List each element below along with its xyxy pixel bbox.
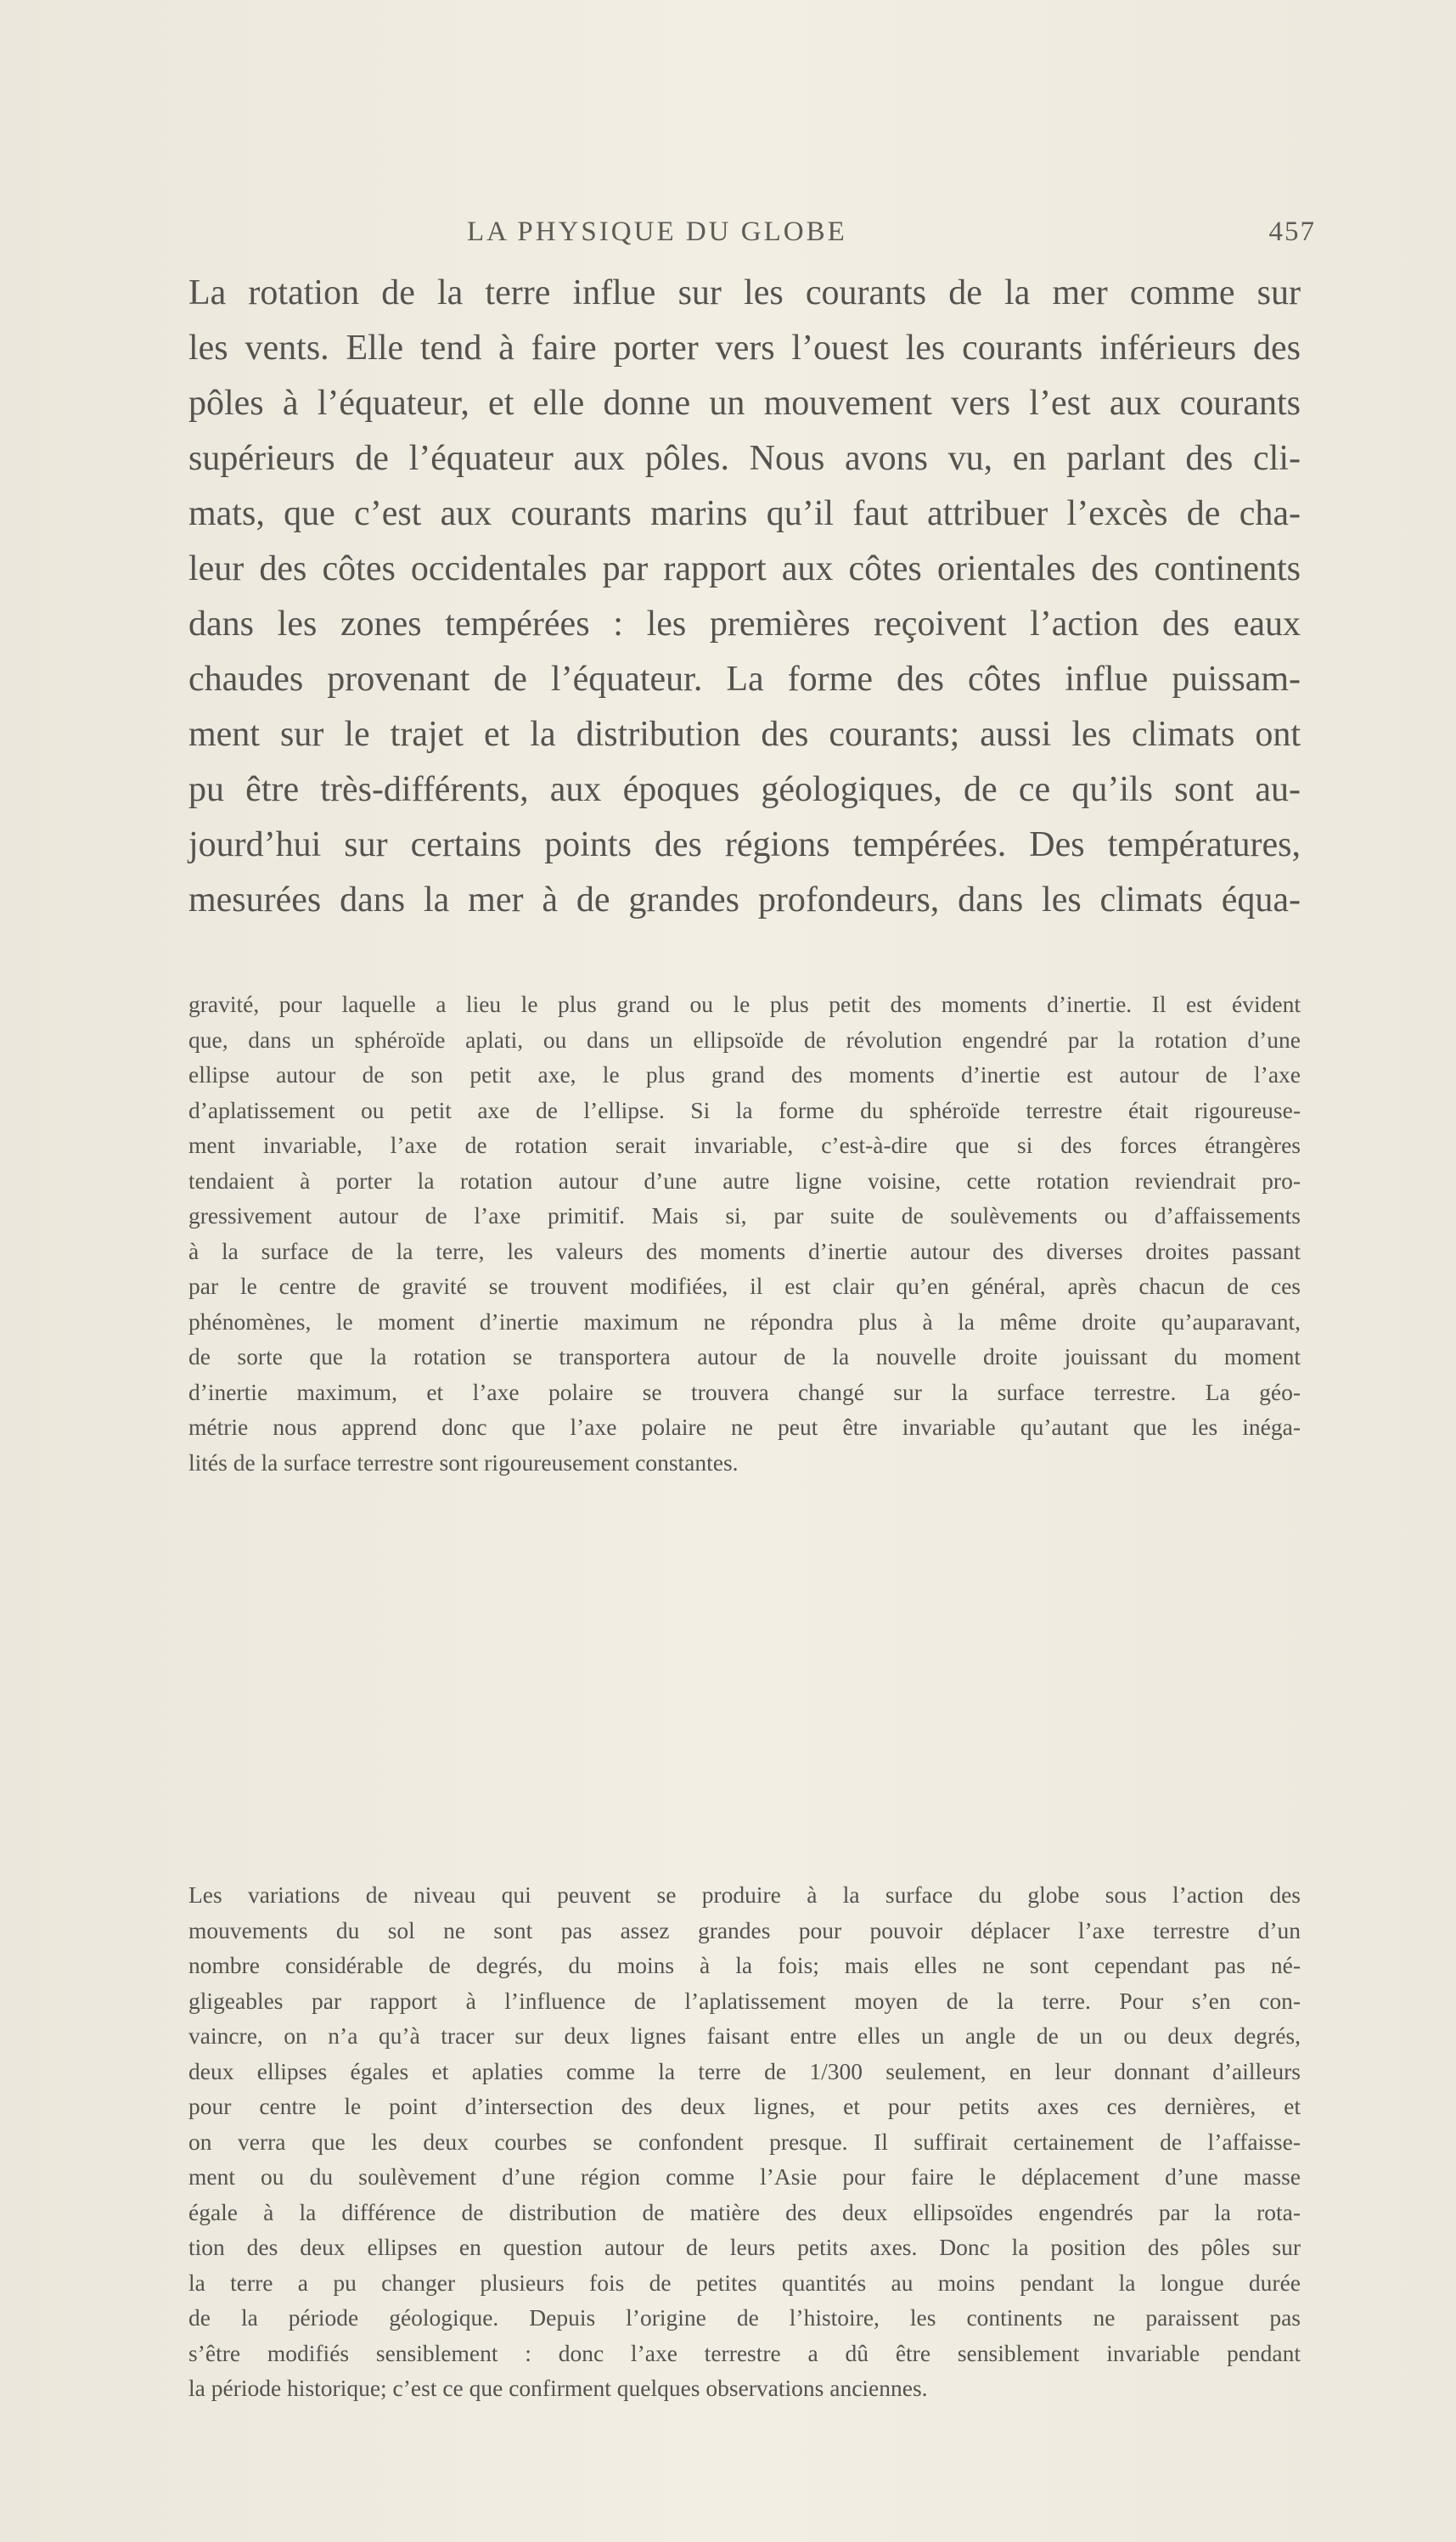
footnote-line: on verra que les deux courbes se confondent presque. Il suffirait certainement de l’affaisse-: [188, 2128, 1301, 2155]
footnote-line: d’aplatissement ou petit axe de l’ellipse. Si la forme du sphéroïde terrestre était rigoureuse-: [188, 1096, 1301, 1123]
footnote-line: mouvements du sol ne sont pas assez grandes pour pouvoir déplacer l’axe terrestre d’un: [188, 1916, 1301, 1943]
page-header: [187, 217, 1316, 250]
main-line: mats, que c’est aux courants marins qu’il faut attribuer l’excès de cha-: [188, 494, 1301, 533]
main-line: pôles à l’équateur, et elle donne un mouvement vers l’est aux courants: [188, 384, 1301, 423]
footnote-line: gravité, pour laquelle a lieu le plus grand ou le plus petit des moments d’inertie. Il est évident: [188, 991, 1301, 1017]
footnote-line: d’inertie maximum, et l’axe polaire se trouvera changé sur la surface terrestre. La géo-: [188, 1378, 1301, 1405]
footnote-line: lités de la surface terrestre sont rigoureusement constantes.: [188, 1448, 739, 1476]
page-number: 457: [1268, 217, 1316, 247]
footnote-line: égale à la différence de distribution de matière des deux ellipsoïdes engendrés par la rota-: [188, 2198, 1301, 2225]
footnote-line: la terre a pu changer plusieurs fois de petites quantités au moins pendant la longue durée: [188, 2269, 1301, 2296]
running-head: LA PHYSIQUE DU GLOBE: [467, 217, 847, 247]
footnote-line: à la surface de la terre, les valeurs des moments d’inertie autour des diverses droites passant: [188, 1237, 1301, 1264]
footnote-paragraph-2: [188, 1877, 1301, 2406]
footnote-line: de la période géologique. Depuis l’origine de l’histoire, les continents ne paraissent pas: [188, 2304, 1301, 2331]
footnote-line: Les variations de niveau qui peuvent se produire à la surface du globe sous l’action des: [188, 1881, 1301, 1908]
main-line: dans les zones tempérées : les premières reçoivent l’action des eaux: [188, 605, 1301, 644]
main-line: pu être très-différents, aux époques géologiques, de ce qu’ils sont au-: [188, 770, 1301, 809]
main-line: chaudes provenant de l’équateur. La forme des côtes influe puissam-: [188, 660, 1301, 699]
main-paragraph: [188, 266, 1301, 928]
footnote-line: de sorte que la rotation se transportera autour de la nouvelle droite jouissant du moment: [188, 1343, 1301, 1369]
footnote-line: pour centre le point d’intersection des deux lignes, et pour petits axes ces dernières, et: [188, 2093, 1301, 2119]
footnote-paragraph-1: [188, 987, 1301, 1480]
footnote-line: tion des deux ellipses en question autour de leurs petits axes. Donc la position des pôles sur: [188, 2234, 1301, 2260]
footnote-line: gligeables par rapport à l’influence de l’aplatissement moyen de la terre. Pour s’en con-: [188, 1987, 1301, 2014]
footnote-line: deux ellipses égales et aplaties comme la terre de 1/300 seulement, en leur donnant d’ailleurs: [188, 2057, 1301, 2084]
main-line: les vents. Elle tend à faire porter vers l’ouest les courants inférieurs des: [188, 329, 1301, 368]
main-line: jourd’hui sur certains points des régions tempérées. Des températures,: [188, 825, 1301, 864]
footnote-line: vaincre, on n’a qu’à tracer sur deux lignes faisant entre elles un angle de un ou deux degrés,: [188, 2022, 1301, 2049]
main-line: supérieurs de l’équateur aux pôles. Nous avons vu, en parlant des cli-: [188, 439, 1301, 478]
footnote-line: nombre considérable de degrés, du moins à la fois; mais elles ne sont cependant pas né-: [188, 1952, 1301, 1978]
footnote-line: s’être modifiés sensiblement : donc l’axe terrestre a dû être sensiblement invariable pendant: [188, 2339, 1301, 2366]
footnote-line: gressivement autour de l’axe primitif. Mais si, par suite de soulèvements ou d’affaissements: [188, 1202, 1301, 1229]
footnote-line: ment invariable, l’axe de rotation serait invariable, c’est-à-dire que si des forces étrangères: [188, 1132, 1301, 1158]
footnote-line: métrie nous apprend donc que l’axe polaire ne peut être invariable qu’autant que les inéga-: [188, 1414, 1301, 1440]
footnote-line: tendaient à porter la rotation autour d’une autre ligne voisine, cette rotation reviendrait pro-: [188, 1167, 1301, 1194]
footnote-line: que, dans un sphéroïde aplati, ou dans un ellipsoïde de révolution engendré par la rotation d’une: [188, 1026, 1301, 1053]
footnote-line: ment ou du soulèvement d’une région comme l’Asie pour faire le déplacement d’une masse: [188, 2163, 1301, 2190]
main-line: leur des côtes occidentales par rapport aux côtes orientales des continents: [188, 549, 1301, 588]
footnote-line: ellipse autour de son petit axe, le plus grand des moments d’inertie est autour de l’axe: [188, 1061, 1301, 1088]
main-line: La rotation de la terre influe sur les courants de la mer comme sur: [188, 273, 1301, 312]
main-line: mesurées dans la mer à de grandes profondeurs, dans les climats équa-: [188, 880, 1301, 920]
footnote-line: phénomènes, le moment d’inertie maximum ne répondra plus à la même droite qu’auparavant,: [188, 1308, 1301, 1335]
main-line: ment sur le trajet et la distribution des courants; aussi les climats ont: [188, 715, 1301, 754]
footnote-line: par le centre de gravité se trouvent modifiées, il est clair qu’en général, après chacun de ces: [188, 1273, 1301, 1299]
footnote-line: la période historique; c’est ce que confirment quelques observations anciennes.: [188, 2375, 928, 2401]
